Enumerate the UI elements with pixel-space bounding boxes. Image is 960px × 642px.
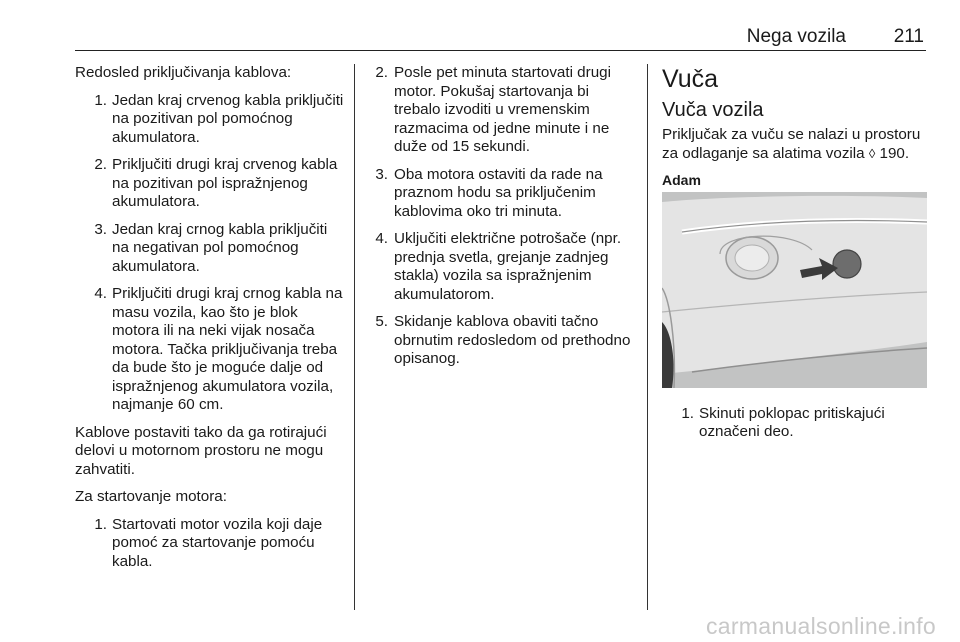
subsection-heading: Vuča vozila (662, 99, 764, 121)
connection-steps (75, 92, 345, 415)
bumper-illustration (662, 192, 927, 388)
list-text: Uključiti električne potrošače (npr. prednja svetla, grejanje zadnjeg stakla) vozila sa ispražnjenim akumulatorom. (394, 230, 622, 303)
list-text: Jedan kraj crvenog kabla priključiti na pozitivan pol pomoćnog akumulatora. (112, 91, 344, 146)
list-number: 4. (94, 285, 107, 302)
watermark: carmanualsonline.info (705, 613, 936, 639)
intro-text: Redosled priključivanja kablova: (75, 64, 292, 81)
list-item (372, 64, 634, 157)
header-rule (75, 50, 926, 51)
list-number: 1. (94, 91, 107, 109)
list-text: Jedan kraj crnog kabla priključiti na negativan pol pomoćnog akumulatora. (112, 220, 328, 275)
list-number: 1. (681, 404, 694, 422)
list-text: Oba motora ostaviti da rade na praznom hodu sa priključenim kablovima oko tri minuta. (394, 165, 603, 220)
list-text: Skidanje kablova obaviti tačno obrnutim redosledom od prethodno opisanog. (394, 313, 631, 367)
list-number: 3. (375, 165, 388, 183)
list-text: Priključiti drugi kraj crvenog kabla na pozitivan pol ispražnjenog akumulatora. (112, 156, 338, 210)
list-item (87, 285, 345, 415)
list-text: Startovati motor vozila koji daje pomoć za startovanje pomoću kabla. (112, 515, 323, 570)
list-text: Posle pet minuta startovati drugi motor. Pokušaj startovanja bi trebalo izvoditi u vremenskim razmacima od jedne minute i ne duže od 15 sekundi. (394, 64, 611, 155)
list-text: Priključiti drugi kraj crnog kabla na masu vozila, kao što je blok motora ili na neki vijak nosača motora. Tačka priključivanja treba da bude što je moguće dalje od ispražnjenog akumulatora vozila, najmanje 60 cm. (112, 285, 343, 413)
list-item (372, 230, 634, 304)
paragraph: Kablove postaviti tako da ga rotirajući delovi u motornom prostoru ne mogu zahvatiti. (75, 423, 327, 478)
tow-steps (662, 405, 927, 442)
section-heading: Vuča (662, 65, 719, 93)
column-1 (75, 64, 345, 580)
list-number: 2. (94, 156, 107, 173)
list-number: 4. (375, 230, 388, 247)
list-number: 3. (94, 220, 107, 238)
list-item (87, 516, 345, 572)
list-number: 5. (375, 313, 388, 330)
reference-arrow-icon: ◊ (868, 145, 876, 161)
page-number: 211 (893, 26, 924, 47)
column-divider (647, 64, 648, 610)
list-number: 1. (94, 515, 107, 533)
list-item (674, 405, 927, 442)
start-steps-continued (372, 64, 634, 369)
paragraph (662, 126, 927, 163)
list-item (87, 221, 345, 277)
list-number: 2. (375, 64, 388, 81)
page-header (75, 26, 926, 50)
list-text: Skinuti poklopac pritiskajući označeni deo. (699, 404, 885, 440)
column-3 (662, 64, 927, 451)
model-label: Adam (662, 172, 701, 188)
start-steps (75, 516, 345, 572)
page-reference[interactable]: 190. (879, 144, 910, 162)
body-text: Priključak za vuču se nalazi u prostoru za odlaganje sa alatima vozila (662, 126, 921, 162)
list-item (372, 313, 634, 369)
list-item (87, 92, 345, 148)
column-2 (372, 64, 634, 378)
list-item (87, 156, 345, 212)
illustration (662, 192, 927, 388)
paragraph: Za startovanje motora: (75, 488, 227, 505)
section-title: Nega vozila (746, 26, 846, 47)
column-divider (354, 64, 355, 610)
list-item (372, 166, 634, 222)
